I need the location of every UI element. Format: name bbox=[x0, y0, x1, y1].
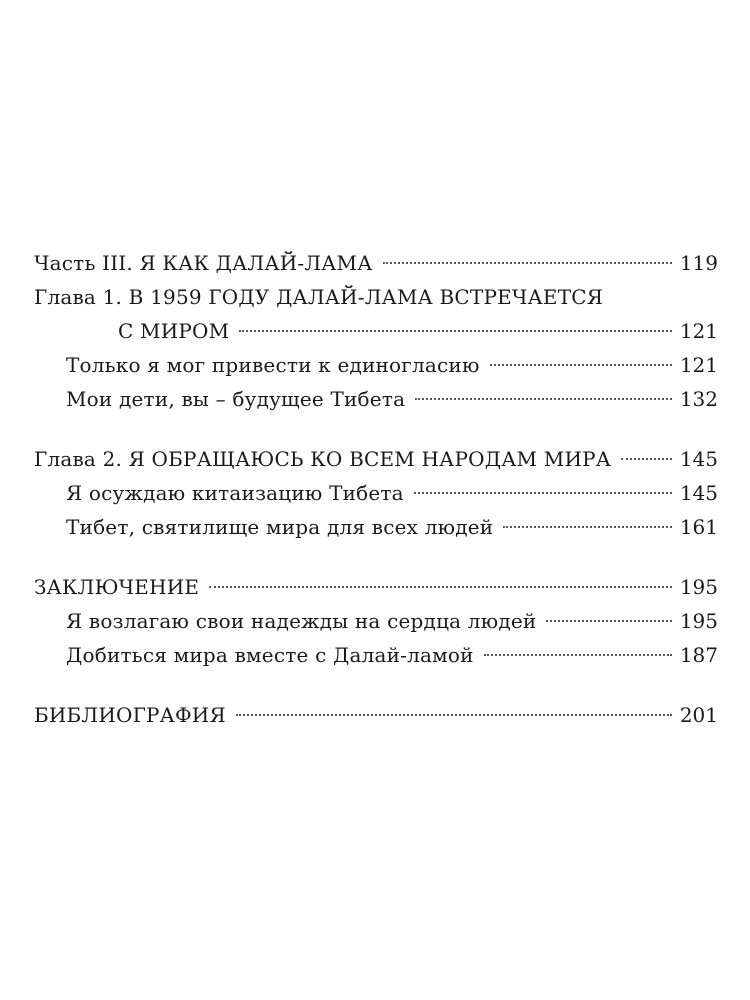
toc-entry-bibliography bbox=[34, 698, 718, 732]
toc-entry-chapter-2-section-2 bbox=[34, 510, 718, 544]
toc-entry-label: Я возлагаю свои надежды на сердца людей bbox=[66, 609, 537, 633]
toc-page-number: 187 bbox=[679, 643, 718, 667]
dot-leader bbox=[621, 458, 672, 460]
dot-leader bbox=[484, 654, 672, 656]
dot-leader bbox=[490, 364, 672, 366]
dot-leader bbox=[383, 262, 672, 264]
toc-entry-label: Часть III. Я КАК ДАЛАЙ-ЛАМА bbox=[34, 251, 373, 275]
toc-entry-chapter-1-section-2 bbox=[34, 382, 718, 416]
toc-page-number: 195 bbox=[679, 609, 718, 633]
toc-entry-part-3 bbox=[34, 246, 718, 280]
toc-entry-chapter-1-line-1 bbox=[34, 280, 718, 314]
toc-entry-conclusion-section-1 bbox=[34, 604, 718, 638]
toc-entry-label: Мои дети, вы – будущее Тибета bbox=[66, 387, 406, 411]
toc-page-number: 132 bbox=[679, 387, 718, 411]
dot-leader bbox=[209, 586, 672, 588]
dot-leader bbox=[239, 330, 672, 332]
toc-entry-chapter-1-section-1 bbox=[34, 348, 718, 382]
toc-entry-label: ЗАКЛЮЧЕНИЕ bbox=[34, 575, 200, 599]
toc-page-number: 119 bbox=[679, 251, 718, 275]
toc-entry-label: Я осуждаю китаизацию Тибета bbox=[66, 481, 404, 505]
toc-page-number: 145 bbox=[679, 447, 718, 471]
toc-entry-label: Только я мог привести к единогласию bbox=[66, 353, 480, 377]
toc-entry-label: Глава 2. Я ОБРАЩАЮСЬ КО ВСЕМ НАРОДАМ МИРА bbox=[34, 447, 612, 471]
section-spacer bbox=[34, 544, 718, 570]
toc-page-number: 121 bbox=[679, 353, 718, 377]
toc-page-number: 121 bbox=[679, 319, 718, 343]
toc-entry-conclusion bbox=[34, 570, 718, 604]
section-spacer bbox=[34, 416, 718, 442]
toc-page-number: 161 bbox=[679, 515, 718, 539]
dot-leader bbox=[503, 526, 671, 528]
toc-entry-label: Добиться мира вместе с Далай-ламой bbox=[66, 643, 474, 667]
dot-leader bbox=[236, 714, 672, 716]
dot-leader bbox=[415, 398, 672, 400]
dot-leader bbox=[414, 492, 672, 494]
table-of-contents bbox=[34, 246, 718, 732]
toc-page-number: 145 bbox=[679, 481, 718, 505]
toc-page-number: 195 bbox=[679, 575, 718, 599]
toc-entry-label: БИБЛИОГРАФИЯ bbox=[34, 703, 226, 727]
toc-page-number: 201 bbox=[679, 703, 718, 727]
toc-entry-chapter-1-line-2 bbox=[34, 314, 718, 348]
toc-entry-label: Глава 1. В 1959 ГОДУ ДАЛАЙ-ЛАМА ВСТРЕЧАЕТСЯ bbox=[34, 285, 604, 309]
dot-leader bbox=[546, 620, 671, 622]
toc-entry-label: С МИРОМ bbox=[118, 319, 230, 343]
toc-entry-label: Тибет, святилище мира для всех людей bbox=[66, 515, 494, 539]
toc-entry-conclusion-section-2 bbox=[34, 638, 718, 672]
toc-entry-chapter-2-section-1 bbox=[34, 476, 718, 510]
toc-entry-chapter-2 bbox=[34, 442, 718, 476]
section-spacer bbox=[34, 672, 718, 698]
